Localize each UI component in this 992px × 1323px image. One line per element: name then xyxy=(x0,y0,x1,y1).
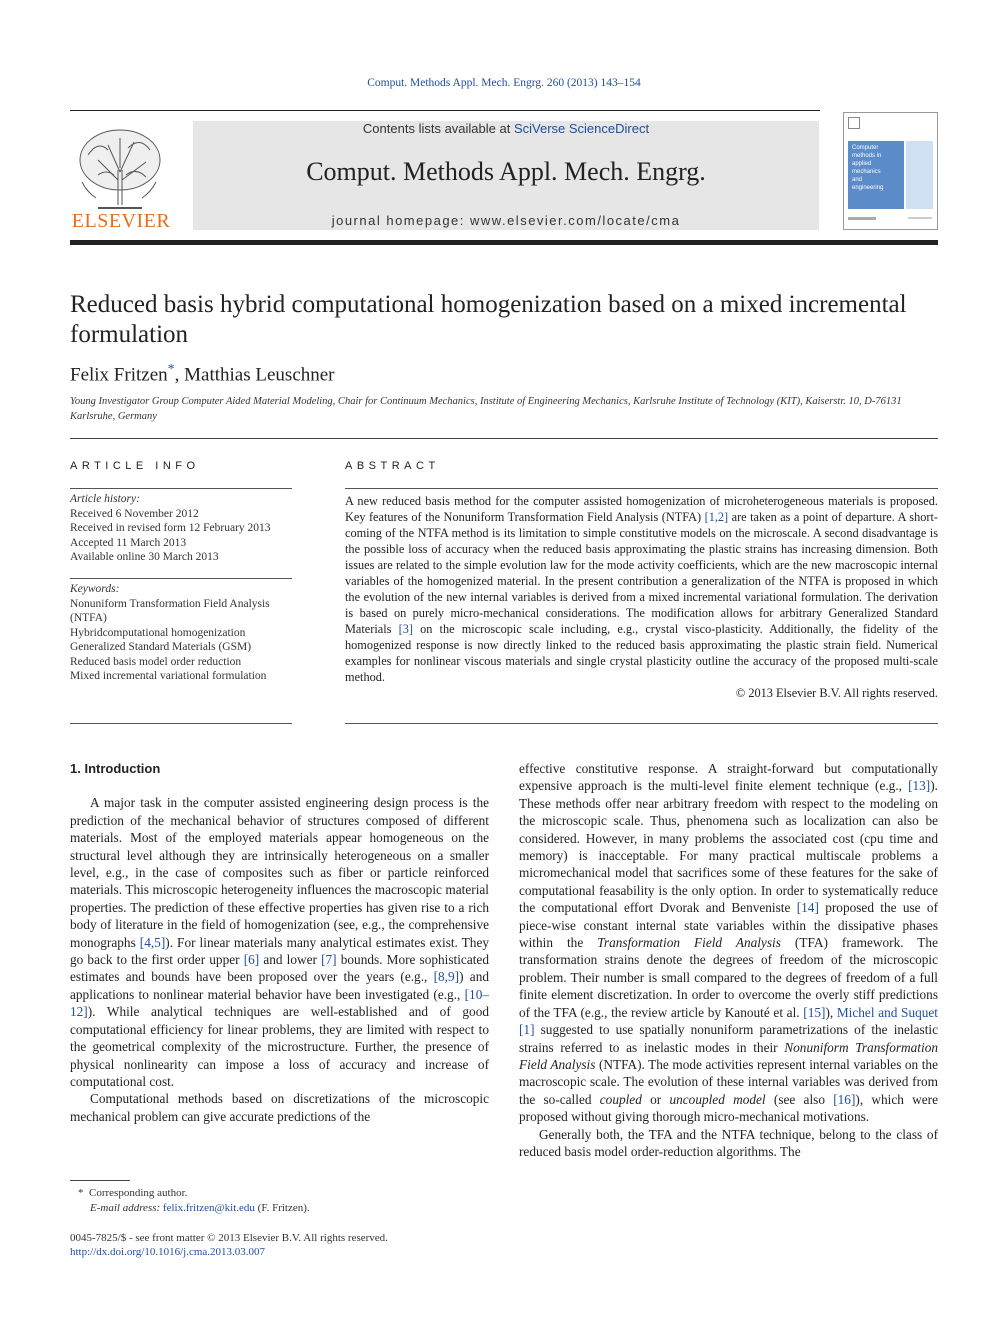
sciencedirect-link[interactable]: SciVerse ScienceDirect xyxy=(513,121,650,136)
keyword-item: (NTFA) xyxy=(70,612,107,624)
reference-link[interactable]: Michel and Suquet [1] xyxy=(519,1004,938,1038)
author-email-link[interactable]: felix.fritzen@kit.edu xyxy=(162,1202,255,1214)
journal-citation[interactable]: Comput. Methods Appl. Mech. Engrg. 260 (2013) 143–154 xyxy=(367,77,641,89)
body-text: (see also xyxy=(765,1091,834,1107)
top-rule xyxy=(70,110,820,111)
footnote xyxy=(78,1186,310,1216)
history-item: Available online 30 March 2013 xyxy=(70,551,219,563)
keyword-item: Generalized Standard Materials (GSM) xyxy=(70,641,252,653)
homepage-line xyxy=(193,213,819,228)
reference-link[interactable]: [1,2] xyxy=(704,510,729,524)
article-info-heading: ARTICLE INFO xyxy=(70,460,200,472)
keywords-label: Keywords: xyxy=(70,583,120,595)
section-rule xyxy=(70,438,938,439)
cover-footer-mark xyxy=(908,217,932,219)
contents-prefix: Contents lists available at xyxy=(362,121,514,136)
body-text: (NTFA). The mode activities represent internal variables on the macroscopic scale. The evolution of these internal variables was derived from the so-called xyxy=(519,1056,938,1107)
body-paragraph: Computational methods based on discretizations of the microscopic mechanical problem can give accurate predictions of the xyxy=(70,1091,489,1124)
footnote-text: Corresponding author. xyxy=(89,1187,188,1199)
cover-footer-mark xyxy=(848,217,876,220)
reference-link[interactable]: [10–12] xyxy=(70,986,489,1020)
author-affiliation: Young Investigator Group Computer Aided Material Modeling, Chair for Continuum Mechanics, Institute of Engineering Mechanics, Karlsruhe Institute of Technology (KIT), Kaiserstr. 10, D-76131 Karlsruhe, Germany xyxy=(70,396,902,422)
history-item: Received in revised form 12 February 2013 xyxy=(70,522,271,534)
body-text: and lower xyxy=(259,952,322,968)
body-text: ). These methods offer near arbitrary freedom with respect to the modeling on the microscopic scale. Thus, phenomena such as localization can also be considered. However, in many problems the associated cost (cpu time and memory) is inacceptable. For many practical multiscale problems a micromechanical model that sacrifices some of these features for the sake of computational feasability is the only option. In order to systematically reduce the computational effort Dvorak and Benveniste xyxy=(519,778,938,916)
front-matter xyxy=(70,1231,388,1259)
corresponding-author-mark[interactable]: * xyxy=(167,362,175,377)
journal-masthead xyxy=(193,121,819,230)
homepage-prefix: journal homepage: xyxy=(331,213,471,228)
history-item: Received 6 November 2012 xyxy=(70,507,199,520)
cover-line: mechanics xyxy=(852,169,881,175)
body-text: effective constitutive response. A straight-forward but computationally expensive approach is the multi-level finite element technique (e.g., xyxy=(519,761,938,794)
homepage-link[interactable]: www.elsevier.com/locate/cma xyxy=(470,213,681,228)
header-thick-rule xyxy=(70,240,938,245)
body-text: ), xyxy=(825,1004,837,1020)
article-title: Reduced basis hybrid computational homogenization based on a mixed incremental formulation xyxy=(70,291,907,348)
cover-line: and xyxy=(852,177,863,183)
reference-link[interactable]: [13] xyxy=(908,778,931,794)
keyword-item: Hybridcomputational homogenization xyxy=(70,626,246,639)
abstract-heading: ABSTRACT xyxy=(345,460,440,472)
body-paragraph: Generally both, the TFA and the NTFA technique, belong to the class of reduced basis model order-reduction algorithms. The xyxy=(519,1126,938,1159)
abstract-copyright: © 2013 Elsevier B.V. All rights reserved. xyxy=(735,686,938,700)
body-paragraph xyxy=(70,794,489,1090)
body-text: ) and applications to nonlinear material behavior have been investigated (e.g., xyxy=(70,969,489,1002)
body-text: ). While analytical techniques are well-established and of good computational efficiency for linear problems, they are limited with respect to the geometrical complexity of the microstructure. Further, the presence of physical nonlinearity can impose a loss of accuracy and increase of computational cost. xyxy=(70,1004,489,1089)
journal-cover-thumbnail xyxy=(843,112,938,230)
keyword-item: Nonuniform Transformation Field Analysis xyxy=(70,597,270,610)
reference-link[interactable]: [8,9] xyxy=(433,969,460,985)
article-info-bottom-rule xyxy=(70,723,292,724)
body-text: bounds. More sophisticated estimates and bounds have been proposed over the years (e.g., xyxy=(70,952,489,985)
abstract-body xyxy=(345,488,938,701)
email-suffix: (F. Fritzen). xyxy=(254,1202,310,1214)
abstract-sentence: on the microscopic scale including, e.g., crystal visco-plasticity. Additionally, the fidelity of the homogenized response is now directly linked to the reduced basis approximating the plastic strain field. Numerical examples for nonlinear viscous materials and single crystal plasticity outline the accuracy of the proposed multi-scale method. xyxy=(345,622,938,684)
cover-line: applied xyxy=(852,161,872,167)
history-item: Accepted 11 March 2013 xyxy=(70,536,187,549)
cover-line: engineering xyxy=(852,185,884,191)
author-name: Felix Fritzen xyxy=(70,364,168,386)
reference-link[interactable]: [15] xyxy=(803,1004,826,1020)
history-label: Article history: xyxy=(70,493,140,505)
cover-title-text xyxy=(852,144,883,192)
cover-logo-mark xyxy=(848,117,860,129)
abstract-sentence: are taken as a point of departure. A short-coming of the NTFA method is its limitation to simple constitutive models on the microscale. A second disadvantage is the possible loss of accuracy when the reduced basis approximating the plastic strains has increasing dimension. Both issues are related to the simple evolution law for the mode activity coefficients, which are the new macroscopic internal variables of the homogenized material. In the present contribution a generalization of the NTFA is proposed in which the evolution of the new internal variables is derived from a mixed incremental variational formulation. The derivation is based on purely micro-mechanical considerations. The modification allows for arbitrary Generalized Standard Materials xyxy=(345,510,938,636)
doi-link[interactable]: http://dx.doi.org/10.1016/j.cma.2013.03.007 xyxy=(70,1246,266,1258)
body-text: suggested to use spatially nonuniform parametrizations of the inelastic strains referred to as inelastic modes in their xyxy=(519,1022,938,1055)
body-column-left xyxy=(70,760,489,1125)
footnote-mark: * xyxy=(78,1187,84,1199)
reference-link[interactable]: [6] xyxy=(243,952,260,968)
abstract-text xyxy=(345,493,938,685)
body-text: (TFA) framework. The transformation strains denote the degrees of freedom of the microscopic problem. Their number is small compared to the degrees of freedom of a full finite element discretization. In order to overcome the overly stiff predictions of the TFA (e.g., the review article by Kanouté et al. xyxy=(519,935,938,1020)
email-label: E-mail address: xyxy=(90,1202,163,1214)
reference-link[interactable]: [14] xyxy=(796,900,819,916)
abstract-bottom-rule xyxy=(345,723,938,724)
footnote-rule xyxy=(70,1180,130,1181)
body-text-italic: coupled xyxy=(599,1091,642,1107)
body-text: ). For linear materials many analytical estimates exist. They go back to the first order upper xyxy=(70,934,490,968)
journal-title: Comput. Methods Appl. Mech. Engrg. xyxy=(306,157,706,186)
body-text: proposed the use of piece-wise constant internal state variables within the dissipative phases within the xyxy=(519,900,938,951)
cover-line: methods in xyxy=(852,153,882,159)
author-list xyxy=(70,362,335,386)
body-text-italic: Nonuniform Transformation Field Analysis xyxy=(519,1039,938,1072)
reference-link[interactable]: [4,5] xyxy=(139,934,166,950)
article-history xyxy=(70,488,292,565)
body-column-right xyxy=(519,760,938,1160)
abstract-sentence: A new reduced basis method for the computer assisted homogenization of microheterogeneous materials is proposed. Key features of the Nonuniform Transformation Field Analysis (NTFA) xyxy=(345,494,938,524)
body-text-italic: uncoupled model xyxy=(669,1091,766,1107)
keyword-item: Reduced basis model order reduction xyxy=(70,655,242,668)
keyword-item: Mixed incremental variational formulation xyxy=(70,670,267,682)
reference-link[interactable]: [3] xyxy=(398,622,413,636)
keywords-list xyxy=(70,578,292,684)
body-text-italic: Transformation Field Analysis xyxy=(597,935,781,951)
section-heading-introduction: 1. Introduction xyxy=(70,761,161,776)
cover-light-strip xyxy=(906,141,933,209)
body-text: or xyxy=(641,1091,670,1107)
issn-line: 0045-7825/$ - see front matter © 2013 Elsevier B.V. All rights reserved. xyxy=(70,1232,388,1244)
author-separator: , xyxy=(174,364,185,386)
reference-link[interactable]: [16] xyxy=(833,1091,856,1107)
email-note xyxy=(78,1201,310,1216)
body-text: ), which were proposed without giving thorough micro-mechanical motivations. xyxy=(519,1091,938,1125)
elsevier-wordmark: ELSEVIER xyxy=(71,210,171,232)
corresponding-author-note xyxy=(78,1186,310,1201)
author-name: Matthias Leuschner xyxy=(184,364,335,386)
body-paragraph xyxy=(519,760,938,1126)
cover-line: Computer xyxy=(852,145,879,151)
reference-link[interactable]: [7] xyxy=(321,952,337,968)
body-text: A major task in the computer assisted engineering design process is the prediction of the mechanical behavior of structures composed of different materials. Most of the employed materials appear homogeneous on the structural level although they are intrinsically heterogeneous on a smaller level, e.g., in the case of composites such as fiber or particle reinforced materials. This microscopic heterogeneity influences the macroscopic material properties. The prediction of these effective properties has given rise to a rich body of literature in the field of homogenization (see, e.g., the comprehensive monographs xyxy=(70,795,489,950)
contents-line xyxy=(193,121,819,136)
